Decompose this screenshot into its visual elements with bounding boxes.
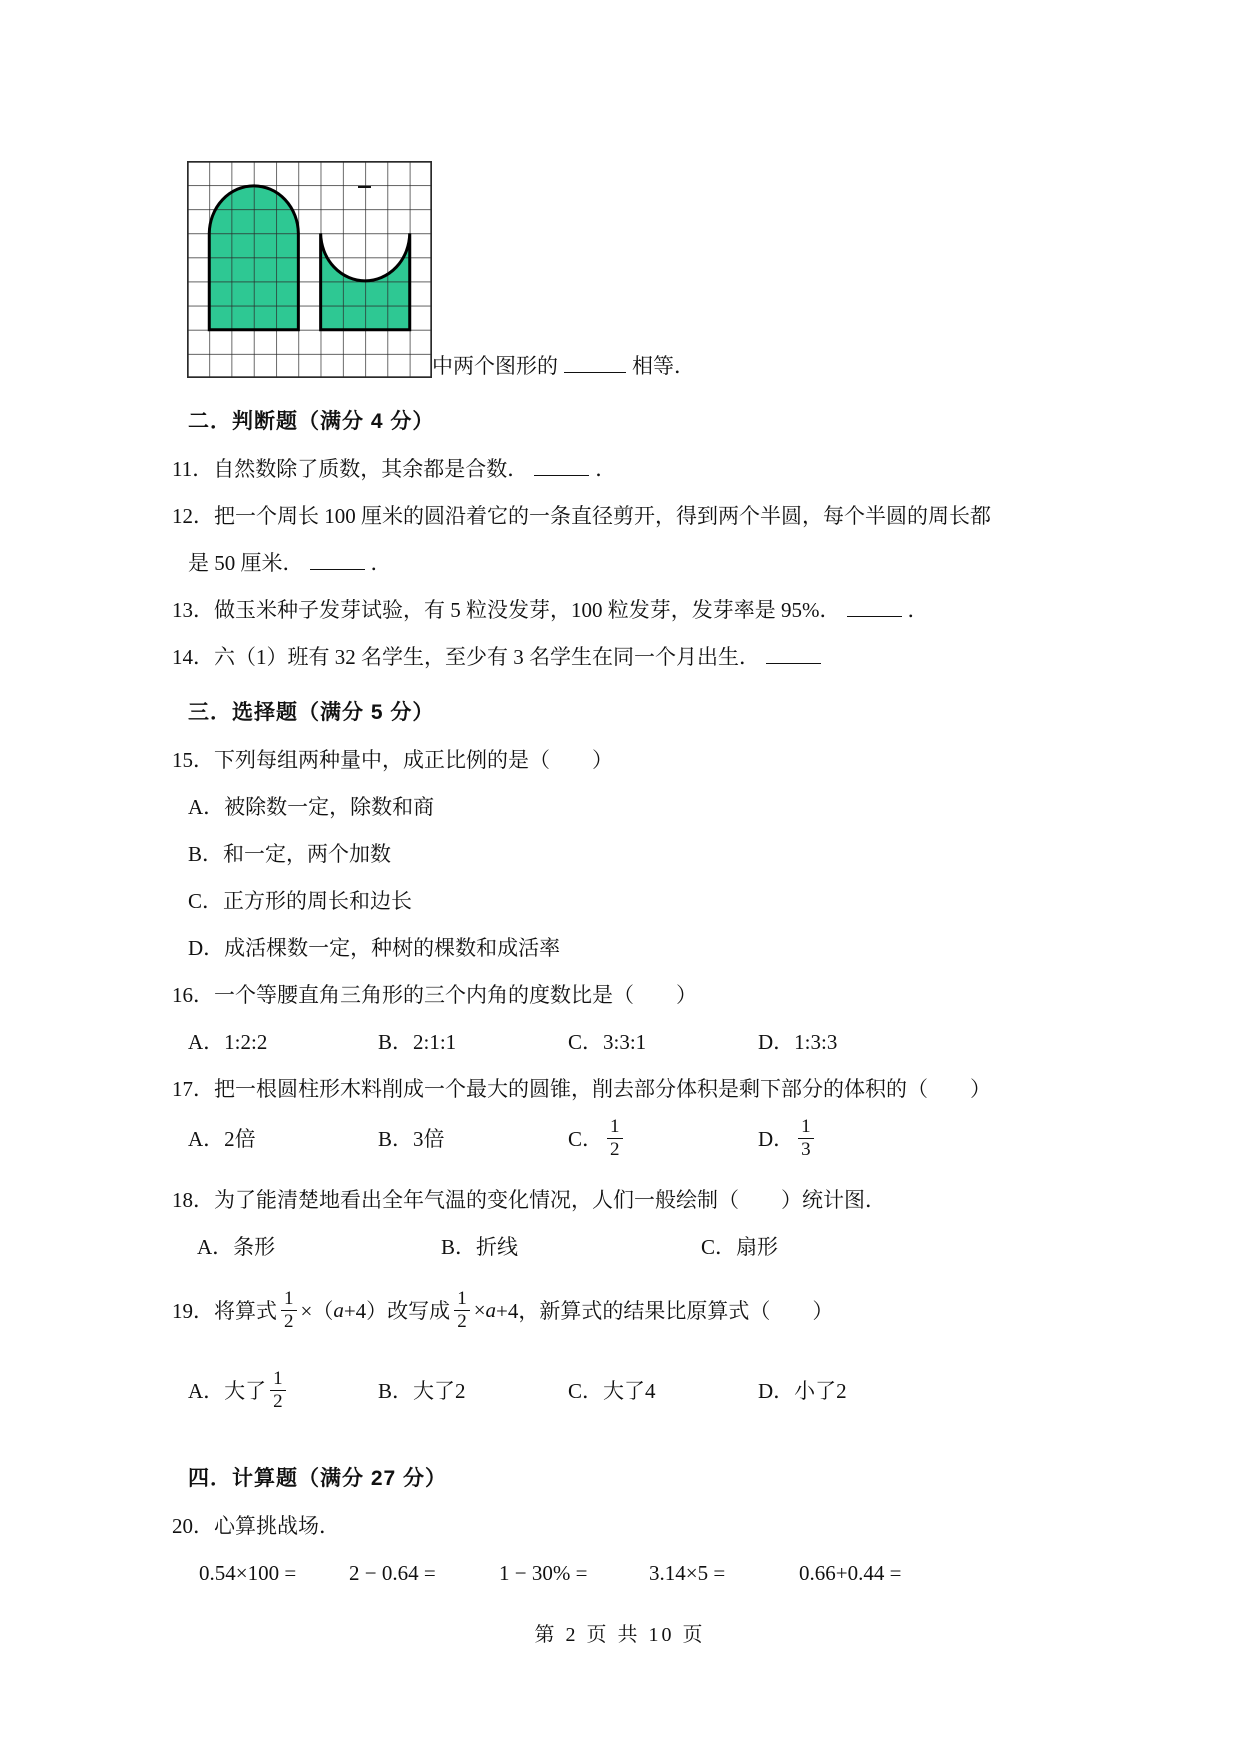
q19-part1: 19．将算式 [172, 1299, 277, 1323]
q16-options-row [172, 1029, 1092, 1055]
question-15-stem: 15．下列每组两种量中，成正比例的是（ ） [172, 748, 613, 772]
question-11 [172, 456, 1092, 482]
q17-option-d-label: D． [758, 1127, 795, 1151]
question-14 [172, 644, 1092, 670]
figure-caption [432, 354, 695, 378]
q18-options-row [172, 1234, 1092, 1260]
grid-figure [187, 161, 432, 378]
q19-options-row [172, 1362, 1092, 1418]
q15-option-b: B．和一定，两个加数 [188, 842, 392, 866]
question-19-stem [172, 1282, 1092, 1338]
question-18-stem: 18．为了能清楚地看出全年气温的变化情况，人们一般绘制（ ）统计图． [172, 1188, 886, 1212]
q17-option-d [758, 1116, 948, 1161]
answer-blank [766, 662, 821, 664]
fraction-one-third: $\frac{1}{3}$ [798, 1116, 814, 1161]
q16-option-a: A．1:2:2 [188, 1030, 268, 1054]
question-14-text: 14．六（1）班有 32 名学生，至少有 3 名学生在同一个月出生． [172, 645, 760, 669]
fraction-one-half: $\frac{1}{2}$ [270, 1368, 286, 1413]
q20-expressions-row [172, 1560, 1092, 1586]
answer-blank [564, 371, 626, 373]
fraction-one-half: $\frac{1}{2}$ [281, 1288, 297, 1333]
question-13 [172, 597, 1092, 623]
question-11-text: 11．自然数除了质数，其余都是合数． [172, 457, 529, 481]
fraction-one-half: $\frac{1}{2}$ [607, 1116, 623, 1161]
question-13-text: 13．做玉米种子发芽试验，有 5 粒没发芽，100 粒发芽，发芽率是 95%． [172, 598, 841, 622]
q19-variable-a: a [333, 1297, 344, 1322]
q16-option-d: D．1:3:3 [758, 1030, 838, 1054]
q17-option-c [568, 1116, 758, 1161]
q17-option-b: B．3倍 [378, 1127, 445, 1151]
q19-part3: +4）改写成 [343, 1299, 451, 1323]
expression-1: 0.54×100 = [199, 1561, 297, 1585]
q17-option-a: A．2倍 [188, 1127, 256, 1151]
question-10-figure-row [187, 161, 1092, 378]
q19-option-d: D．小了2 [758, 1379, 847, 1403]
question-12-tail: ． [370, 551, 392, 575]
question-20-stem: 20．心算挑战场． [172, 1514, 340, 1538]
q18-option-a: A．条形 [197, 1235, 276, 1259]
q19-option-b: B．大了2 [378, 1379, 466, 1403]
answer-blank [310, 568, 365, 570]
q15-option-d: D．成活棵数一定，种树的棵数和成活率 [188, 936, 561, 960]
q19-variable-a: a [485, 1297, 497, 1322]
q16-option-b: B．2:1:1 [378, 1030, 457, 1054]
q19-part5: +4，新算式的结果比原算式（ ） [496, 1299, 834, 1323]
page-content [172, 0, 1092, 1586]
section-calc-title: 四．计算题（满分 27 分） [188, 1467, 448, 1490]
question-12-line2-text: 是 50 厘米． [188, 551, 304, 575]
question-11-tail: ． [595, 457, 617, 481]
q18-option-b: B．折线 [441, 1235, 519, 1259]
answer-blank [847, 615, 902, 617]
page-footer: 第 2 页 共 10 页 [534, 1624, 706, 1646]
expression-4: 3.14×5 = [649, 1561, 726, 1585]
q19-option-c: C．大了4 [568, 1379, 656, 1403]
q18-option-c: C．扇形 [701, 1235, 779, 1259]
q17-options-row [172, 1110, 1092, 1166]
expression-3: 1 − 30% = [499, 1561, 588, 1585]
q15-option-c: C．正方形的周长和边长 [188, 889, 413, 913]
q19-part2: ×（ [300, 1299, 334, 1323]
question-16-stem: 16．一个等腰直角三角形的三个内角的度数比是（ ） [172, 983, 697, 1007]
section-choice-title: 三．选择题（满分 5 分） [188, 701, 435, 724]
q19-option-a [188, 1368, 378, 1413]
caption-prefix: 中两个图形的 [432, 354, 558, 378]
fraction-one-half: $\frac{1}{2}$ [454, 1288, 470, 1333]
question-17-stem: 17．把一根圆柱形木料削成一个最大的圆锥，削去部分体积是剩下部分的体积的（ ） [172, 1077, 991, 1101]
q16-option-c: C．3:3:1 [568, 1030, 647, 1054]
question-13-tail: ． [907, 598, 929, 622]
q19-part4: × [473, 1297, 486, 1322]
answer-blank [534, 474, 589, 476]
q15-option-a: A．被除数一定，除数和商 [188, 795, 435, 819]
caption-suffix: 相等． [632, 354, 695, 378]
section-judge-title: 二．判断题（满分 4 分） [188, 410, 435, 433]
expression-5: 0.66+0.44 = [799, 1561, 902, 1585]
question-12-line1: 12．把一个周长 100 厘米的圆沿着它的一条直径剪开，得到两个半圆，每个半圆的周长都 [172, 504, 991, 528]
question-12-line2 [188, 550, 1092, 576]
q19-option-a-label: A．大了 [188, 1379, 267, 1403]
q17-option-c-label: C． [568, 1127, 604, 1151]
expression-2: 2 − 0.64 = [349, 1561, 436, 1585]
